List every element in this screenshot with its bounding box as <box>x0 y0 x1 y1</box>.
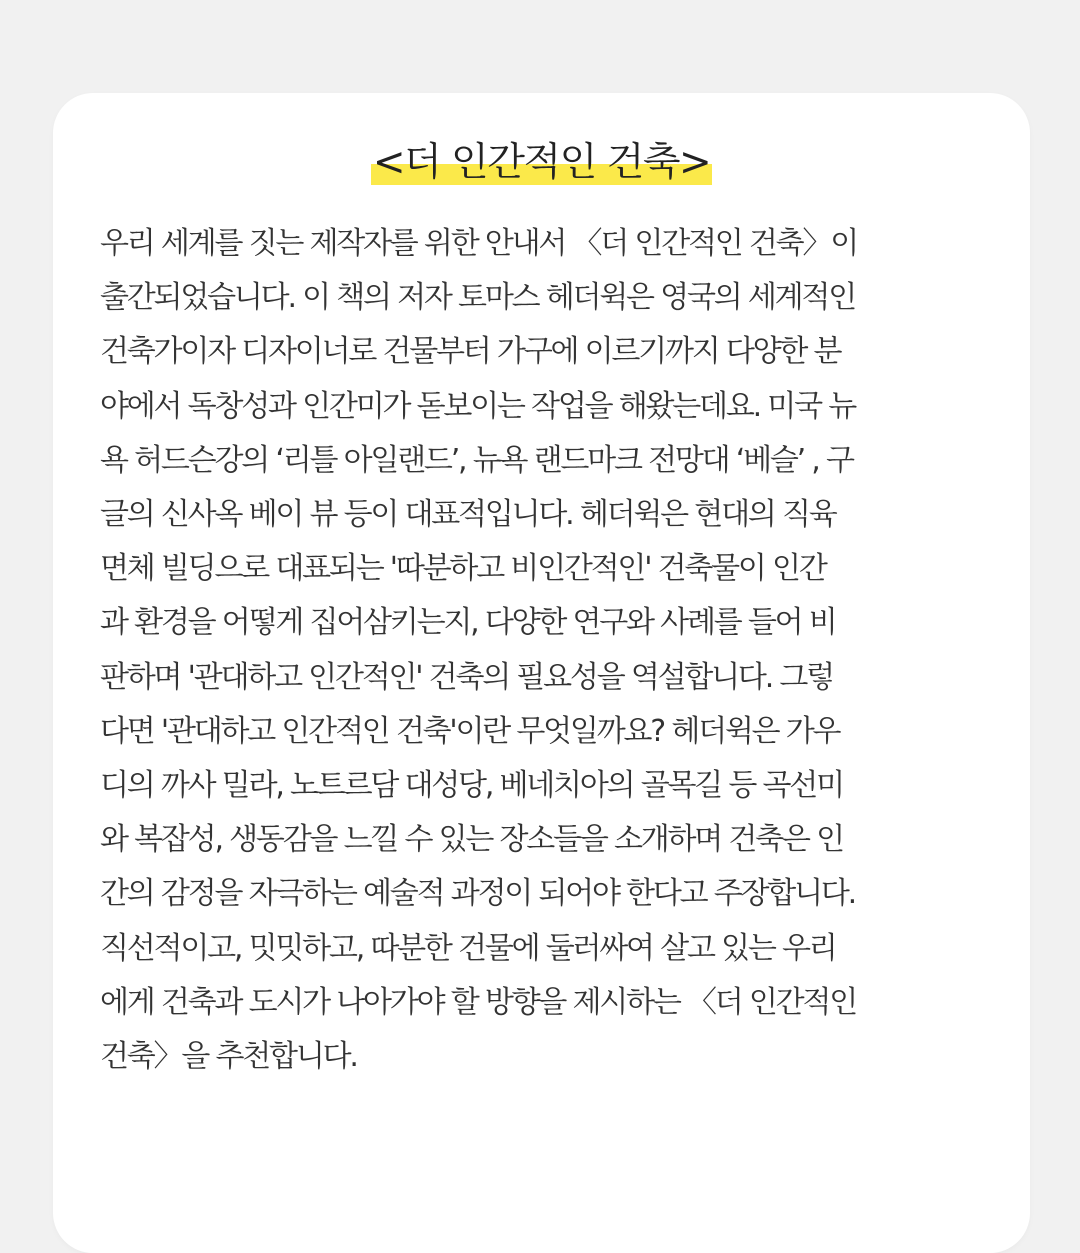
body-line: 디의 까사 밀라, 노트르담 대성당, 베네치아의 골목길 등 곡선미 <box>100 768 843 804</box>
body-line: 간의 감정을 자극하는 예술적 과정이 되어야 한다고 주장합니다. <box>100 876 855 912</box>
body-line: 글의 신사옥 베이 뷰 등이 대표적입니다. 헤더윅은 현대의 직육 <box>100 497 836 533</box>
body-line: 과 환경을 어떻게 집어삼키는지, 다양한 연구와 사례를 들어 비 <box>100 605 836 641</box>
body-line: 욕 허드슨강의 ‘리틀 아일랜드’, 뉴욕 랜드마크 전망대 ‘베슬’ , 구 <box>100 442 853 478</box>
body-line: 면체 빌딩으로 대표되는 '따분하고 비인간적인' 건축물이 인간 <box>100 551 826 587</box>
content-card <box>53 93 1030 1253</box>
article-body <box>100 217 990 1084</box>
body-line: 판하며 '관대하고 인간적인' 건축의 필요성을 역설합니다. 그렇 <box>100 659 833 695</box>
title-wrap <box>53 139 1030 187</box>
body-line: 와 복잡성, 생동감을 느낄 수 있는 장소들을 소개하며 건축은 인 <box>100 822 843 858</box>
body-line: 직선적이고, 밋밋하고, 따분한 건물에 둘러싸여 살고 있는 우리 <box>100 930 836 966</box>
page-title: <더 인간적인 건축> <box>372 140 711 185</box>
body-line: 다면 '관대하고 인간적인 건축'이란 무엇일까요? 헤더윅은 가우 <box>100 713 840 749</box>
body-line: 에게 건축과 도시가 나아가야 할 방향을 제시하는 〈더 인간적인 <box>100 984 856 1020</box>
body-line: 우리 세계를 짓는 제작자를 위한 안내서 〈더 인간적인 건축〉이 <box>100 226 858 261</box>
body-line: 출간되었습니다. 이 책의 저자 토마스 헤더윅은 영국의 세계적인 <box>100 280 855 316</box>
body-line: 야에서 독창성과 인간미가 돋보이는 작업을 해왔는데요. 미국 뉴 <box>100 388 855 424</box>
body-line: 건축가이자 디자이너로 건물부터 가구에 이르기까지 다양한 분 <box>100 334 841 370</box>
body-line: 건축〉을 추천합니다. <box>100 1039 357 1075</box>
